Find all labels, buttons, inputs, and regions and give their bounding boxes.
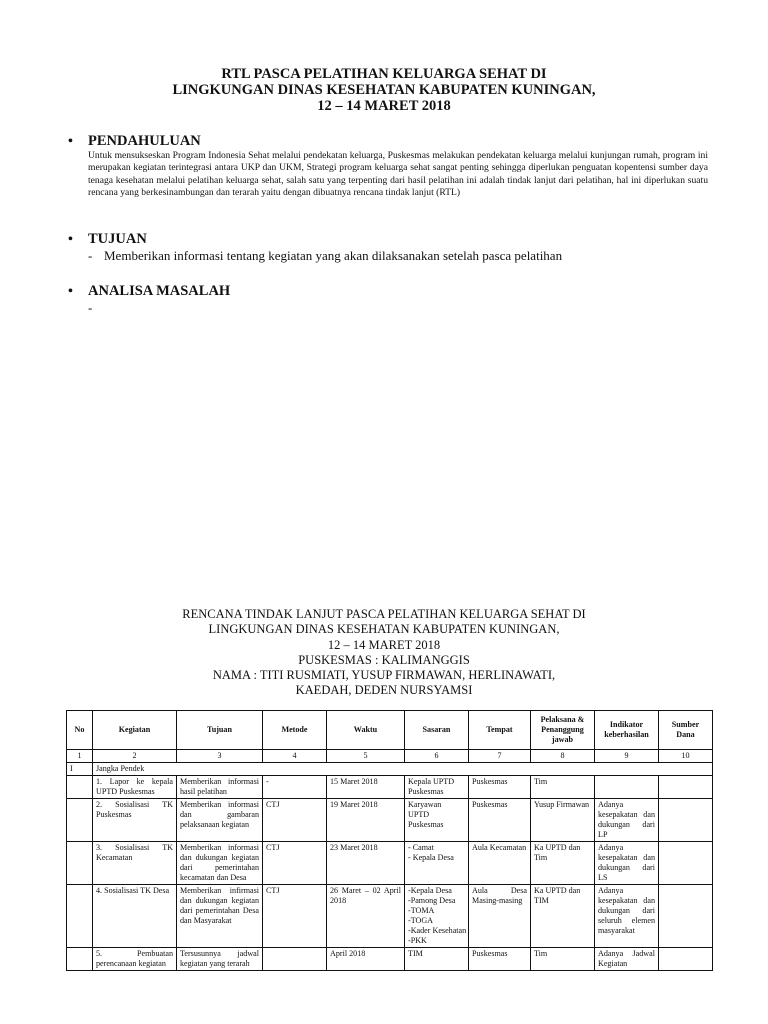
col-number: 9 (595, 750, 659, 763)
cell-metode: - (263, 776, 327, 799)
plan-header-line-1: RENCANA TINDAK LANJUT PASCA PELATIHAN KELUARGA SEHAT DI (182, 607, 586, 621)
cell-metode: CTJ (263, 842, 327, 885)
cell-kegiatan: 3. Sosialisasi TK Kecamatan (93, 842, 177, 885)
cell-tempat: Puskesmas (469, 799, 531, 842)
title-line-3: 12 – 14 MARET 2018 (317, 98, 451, 114)
sasaran-item: Puskesmas (408, 787, 444, 796)
cell-sumber-dana (659, 885, 713, 948)
col-header-tujuan: Tujuan (177, 711, 263, 750)
section-pendahuluan (68, 133, 708, 200)
plan-header (0, 607, 768, 699)
cell-waktu: 23 Maret 2018 (327, 842, 405, 885)
col-number: 7 (469, 750, 531, 763)
sasaran-item: -TOMA (408, 906, 435, 915)
cell-sasaran (405, 842, 469, 885)
col-header-no: No (67, 711, 93, 750)
col-header-kegiatan: Kegiatan (93, 711, 177, 750)
cell-sasaran (405, 776, 469, 799)
sasaran-item: TIM (408, 949, 423, 958)
table-header-row (67, 711, 713, 750)
tujuan-item: Memberikan informasi tentang kegiatan yang akan dilaksanakan setelah pasca pelatihan (104, 248, 563, 263)
col-number: 3 (177, 750, 263, 763)
row-no (67, 799, 93, 842)
table-row (67, 885, 713, 948)
plan-header-line-2: LINGKUNGAN DINAS KESEHATAN KABUPATEN KUNINGAN, (208, 622, 560, 637)
title-line-1: RTL PASCA PELATIHAN KELUARGA SEHAT DI (221, 66, 547, 82)
cell-waktu: 26 Maret – 02 April 2018 (327, 885, 405, 948)
cell-metode: CTJ (263, 885, 327, 948)
sasaran-item: - Kepala Desa (408, 853, 454, 862)
plan-header-line-5: NAMA : TITI RUSMIATI, YUSUP FIRMAWAN, HERLINAWATI, (212, 668, 556, 683)
cell-indikator: Adanya Jadwal Kegiatan (595, 948, 659, 971)
cell-tujuan: Memberikan informasi dan dukungan kegiatan dari pemerintahan kecamatan dan Desa (177, 842, 263, 885)
cell-tempat: Aula Desa Masing-masing (469, 885, 531, 948)
cell-pelaksana: Tim (531, 776, 595, 799)
cell-metode (263, 948, 327, 971)
col-header-indikator: Indikator keberhasilan (595, 711, 659, 750)
pendahuluan-heading: PENDAHULUAN (88, 133, 201, 149)
cell-tempat: Puskesmas (469, 776, 531, 799)
cell-kegiatan: 2. Sosialisasi TK Puskesmas (93, 799, 177, 842)
col-header-sumber-dana: Sumber Dana (659, 711, 713, 750)
group-label: Jangka Pendek (93, 763, 713, 776)
bullet-icon: • (68, 284, 73, 299)
sasaran-item: -Kader Kesehatan (408, 926, 467, 935)
row-no (67, 776, 93, 799)
col-number: 5 (327, 750, 405, 763)
cell-waktu: 19 Maret 2018 (327, 799, 405, 842)
rtl-table (66, 710, 713, 971)
row-no (67, 948, 93, 971)
row-no (67, 842, 93, 885)
sasaran-item: - Camat (408, 843, 434, 852)
row-no (67, 885, 93, 948)
sasaran-item: UPTD (408, 810, 430, 819)
sasaran-item: -Pamong Desa (408, 896, 456, 905)
cell-tempat: Aula Kecamatan (469, 842, 531, 885)
cell-indikator: Adanya kesepakatan dan dukungan dari LS (595, 842, 659, 885)
section-analisa-masalah (68, 283, 708, 316)
cell-tempat: Puskesmas (469, 948, 531, 971)
bullet-icon: • (68, 232, 73, 247)
col-number: 4 (263, 750, 327, 763)
cell-pelaksana: Yusup Firmawan (531, 799, 595, 842)
table-row (67, 842, 713, 885)
sasaran-item: -PKK (408, 936, 427, 945)
col-number: 6 (405, 750, 469, 763)
plan-header-line-4: PUSKESMAS : KALIMANGGIS (298, 652, 470, 667)
cell-pelaksana: Ka UPTD dan TIM (531, 885, 595, 948)
cell-sumber-dana (659, 948, 713, 971)
cell-waktu: 15 Maret 2018 (327, 776, 405, 799)
cell-metode: CTJ (263, 799, 327, 842)
document-title (0, 66, 768, 114)
pendahuluan-text: Untuk mensukseskan Program Indonesia Sehat melalui pendekatan keluarga, Puskesmas melakukan pendekatan keluarga melalui kunjungan rumah, program ini merupakan kegiatan terintegrasi antara UKP dan UKM, Strategi program keluarga sehat sangat penting sehingga diperlukan penguatan kopentensi sumber daya tenaga kesehatan melalui pelatihan keluarga sehat, salah satu yang terpenting dari hasil pelatihan ini adalah tindak lanjut dari pelatihan, hal ini diperlukan suatu rencana yang berkesinambungan dan terarah yaitu dengan dibuatnya rencana tindak lanjut (RTL) (88, 150, 708, 199)
title-line-2: LINGKUNGAN DINAS KESEHATAN KABUPATEN KUNINGAN, (172, 82, 596, 98)
section-tujuan: • TUJUAN - Memberikan informasi tentang kegiatan yang akan dilaksanakan setelah pasca pelatihan (68, 231, 563, 263)
col-header-waktu: Waktu (327, 711, 405, 750)
cell-sumber-dana (659, 799, 713, 842)
analisa-item: - (88, 300, 93, 315)
sasaran-item: -TOGA (408, 916, 434, 925)
cell-indikator: Adanya kesepakatan dan dukungan dari LP (595, 799, 659, 842)
cell-waktu: April 2018 (327, 948, 405, 971)
bullet-icon: • (68, 134, 73, 149)
col-header-metode: Metode (263, 711, 327, 750)
plan-header-line-3: 12 – 14 MARET 2018 (327, 637, 441, 652)
cell-tujuan: Memberikan informasi hasil pelatihan (177, 776, 263, 799)
col-number: 2 (93, 750, 177, 763)
col-header-sasaran: Sasaran (405, 711, 469, 750)
cell-indikator: Adanya kesepakatan dan dukungan dari seluruh elemen masyarakat (595, 885, 659, 948)
table-number-row (67, 750, 713, 763)
sasaran-item: Puskesmas (408, 820, 444, 829)
cell-tujuan: Tersusunnya jadwal kegiatan yang terarah (177, 948, 263, 971)
analisa-heading: ANALISA MASALAH (88, 283, 231, 299)
cell-sasaran (405, 885, 469, 948)
cell-pelaksana: Ka UPTD dan Tim (531, 842, 595, 885)
cell-pelaksana: Tim (531, 948, 595, 971)
cell-sumber-dana (659, 776, 713, 799)
sasaran-item: -Kepala Desa (408, 886, 452, 895)
table-row (67, 948, 713, 971)
cell-tujuan: Memberikan infirmasi dan dukungan kegiatan dari pemerintahan Desa dan Masyarakat (177, 885, 263, 948)
group-no: I (67, 763, 93, 776)
tujuan-heading: TUJUAN (88, 231, 147, 247)
cell-tujuan: Memberikan informasi dan gambaran pelaksanaan kegiatan (177, 799, 263, 842)
cell-indikator (595, 776, 659, 799)
col-number: 1 (67, 750, 93, 763)
table-row (67, 799, 713, 842)
plan-header-line-6: KAEDAH, DEDEN NURSYAMSI (295, 683, 473, 698)
cell-kegiatan: 5. Pembuatan perencanaan kegiatan (93, 948, 177, 971)
col-header-tempat: Tempat (469, 711, 531, 750)
col-number: 10 (659, 750, 713, 763)
cell-kegiatan: 1. Lapor ke kepala UPTD Puskesmas (93, 776, 177, 799)
table-body (67, 776, 713, 971)
cell-sasaran (405, 799, 469, 842)
cell-sasaran (405, 948, 469, 971)
cell-sumber-dana (659, 842, 713, 885)
col-number: 8 (531, 750, 595, 763)
table-row (67, 776, 713, 799)
sasaran-item: Kepala UPTD (408, 777, 455, 786)
col-header-pelaksana: Pelaksana & Penanggung jawab (531, 711, 595, 750)
table-group-row (67, 763, 713, 776)
sasaran-item: Karyawan (408, 800, 442, 809)
cell-kegiatan: 4. Sosialisasi TK Desa (93, 885, 177, 948)
